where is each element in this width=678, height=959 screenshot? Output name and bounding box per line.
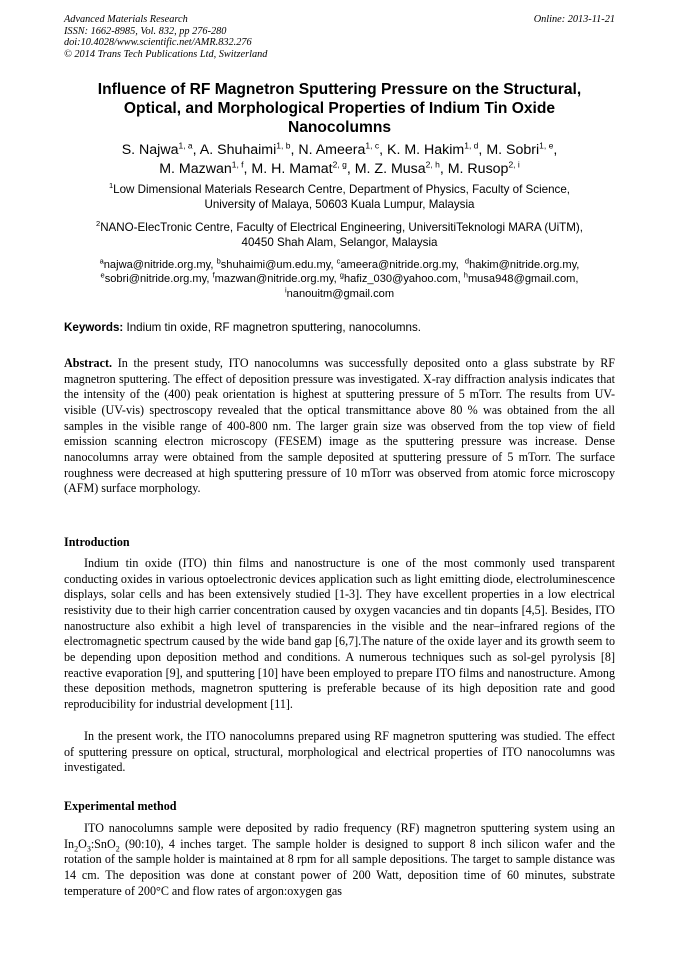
email-sep: , <box>206 273 213 286</box>
author-name: M. Z. Musa <box>354 160 426 177</box>
email-link[interactable]: mazwan@nitride.org.my <box>214 273 334 286</box>
paragraph-text: :SnO <box>90 836 116 851</box>
email-link[interactable]: ameera@nitride.org.my <box>340 259 456 271</box>
paragraph: Indium tin oxide (ITO) thin films and nanostructure is one of the most commonly used transparent conducting oxides in various optoelectronic devices application such as light emitting diode, electroluminescence displays, solar cells and has been extensively studied [1-3]. They have excellent properties in a low electrical resistivity due to their high carrier concentration caused by oxygen vacancies and tin dopants [4,5]. Besides, ITO nanostructure also exhibit a high level of transparencies in the visible and the near–infrared regions of the electromagnetic spectrum caused by the wide band gap [6,7].The nature of the oxide layer and its growth seem to be depending upon deposition method and conditions. A numerous techniques such as sol-gel pyrolysis [8] reactive evaporation [9], and sputtering [10] have been employed to prepare ITO films and nanostructure. Among these deposition methods, magnetron sputtering is preferable because of its high deposition rate and good reproducibility for industrial development [11]. <box>64 556 615 711</box>
affiliation-text: Low Dimensional Materials Research Centre, Department of Physics, Faculty of Science, <box>113 183 571 196</box>
author-line <box>64 141 615 160</box>
author-sup: 2, h <box>425 158 440 169</box>
journal-copyright: © 2014 Trans Tech Publications Ltd, Switzerland <box>64 48 268 60</box>
affiliation-line <box>64 221 615 236</box>
author-name: A. Shuhaimi <box>199 142 277 158</box>
author-sup: 1, a <box>178 140 193 151</box>
email-sep: , <box>330 259 337 271</box>
affiliation-line <box>64 183 615 198</box>
author-name: K. M. Hakim <box>386 142 465 158</box>
author-sep: , <box>553 142 558 158</box>
author-sep: , <box>346 160 355 177</box>
email-link[interactable]: hakim@nitride.org.my, <box>469 259 580 271</box>
email-sup: f <box>212 270 215 280</box>
email-link[interactable]: hafiz_030@yahoo.com <box>343 273 458 286</box>
author-name: M. Mazwan <box>159 160 232 177</box>
affiliation-text: NANO-ElecTronic Centre, Faculty of Electrical Engineering, UniversitiTeknologi MARA (UiTM), <box>100 221 583 234</box>
affiliation-sup: 1 <box>108 181 114 191</box>
email-link[interactable]: sobri@nitride.org.my <box>104 273 207 286</box>
author-list <box>64 141 615 178</box>
affiliation-text: 40450 Shah Alam, Selangor, Malaysia <box>241 235 438 249</box>
author-sep: , <box>478 142 487 158</box>
author-name: M. Rusop <box>447 160 509 177</box>
email-link[interactable]: najwa@nitride.org.my <box>103 259 211 271</box>
email-sup: b <box>216 256 221 266</box>
email-line <box>64 284 615 301</box>
paragraph-text: ITO nanocolumns sample were deposited by radio frequency (RF) magnetron sputtering system using an In <box>64 821 615 851</box>
author-sep: , <box>290 142 299 158</box>
author-line <box>64 160 615 179</box>
author-sup: 1, b <box>276 140 291 151</box>
journal-issn: ISSN: 1662-8985, Vol. 832, pp 276-280 <box>64 25 227 37</box>
author-sup: 2, g <box>332 158 347 169</box>
author-name: M. Sobri <box>486 142 540 158</box>
keywords <box>64 321 615 335</box>
affiliation-2 <box>64 221 615 251</box>
email-sup: i <box>284 284 287 294</box>
email-sep: , <box>333 273 340 286</box>
email-sep: , <box>455 259 465 271</box>
email-sup: c <box>336 256 341 266</box>
email-link[interactable]: nanouitm@gmail.com <box>286 287 395 300</box>
email-sup: e <box>100 270 105 280</box>
keywords-label: Keywords: <box>64 321 124 334</box>
affiliation-1 <box>64 183 615 213</box>
section-heading-experimental: Experimental method <box>64 799 177 813</box>
paragraph: In the present work, the ITO nanocolumns prepared using RF magnetron sputtering was studied. The effect of sputtering pressure on optical, structural, morphological and electrical properties of ITO nanocolumns was investigated. <box>64 729 615 775</box>
abstract-label: Abstract. <box>64 356 113 370</box>
author-sep: , <box>192 142 200 158</box>
author-sup: 1, e <box>539 140 554 151</box>
section-heading-introduction: Introduction <box>64 535 130 549</box>
subscript: 3 <box>86 844 91 854</box>
email-sup: a <box>99 256 104 266</box>
author-sup: 1, d <box>464 140 479 151</box>
author-sep: , <box>379 142 387 158</box>
paragraph <box>64 821 615 899</box>
author-emails <box>64 258 615 301</box>
email-line <box>64 272 615 286</box>
email-link[interactable]: musa948@gmail.com, <box>467 273 579 286</box>
paragraph-text: O <box>78 836 87 851</box>
author-sep: , <box>243 160 252 177</box>
title-line: Influence of RF Magnetron Sputtering Pressure on the Structural, <box>97 81 582 98</box>
paper-title <box>64 80 615 137</box>
author-sep: , <box>439 160 448 177</box>
email-link[interactable]: shuhaimi@um.edu.my <box>220 259 331 271</box>
abstract-text: In the present study, ITO nanocolumns was successfully deposited onto a glass substrate by RF magnetron sputtering. The effect of deposition pressure was investigated. X-ray diffraction analysis indicates that the intensity of the (400) peak orientation is highest at sputtering pressure of 5 mTorr. The results from UV-visible (UV-vis) spectroscopy revealed that the optical transmittance above 80 % was obtained from the all samples in the visible range of 400-800 nm. The larger grain size was observed from the top view of field emission scanning electron microscopy (FESEM) image as the sputtering pressure was increase. Dense nanocolumns array were obtained from the sample deposited at sputtering pressure of 5 mTorr. The surface roughness were decreased at high sputtering pressure of 10 mTorr was observed from atomic force microscopy (AFM) surface morphology. <box>64 356 615 496</box>
subscript: 2 <box>115 844 120 854</box>
email-sep: , <box>457 273 464 286</box>
journal-header <box>64 14 615 60</box>
title-line: Optical, and Morphological Properties of Indium Tin Oxide <box>123 100 556 117</box>
author-name: S. Najwa <box>121 142 179 158</box>
email-sup: h <box>463 270 468 280</box>
author-sup: 1, f <box>231 158 244 169</box>
subscript: 2 <box>74 844 79 854</box>
title-line: Nanocolumns <box>287 119 392 136</box>
journal-doi: doi:10.4028/www.scientific.net/AMR.832.276 <box>64 37 252 49</box>
author-name: N. Ameera <box>298 142 366 158</box>
email-sup: g <box>339 270 344 280</box>
online-date: Online: 2013-11-21 <box>533 14 615 25</box>
email-sup: d <box>464 256 470 266</box>
author-sup: 1, c <box>365 140 380 151</box>
journal-name: Advanced Materials Research <box>64 14 188 25</box>
abstract <box>64 356 615 497</box>
keywords-text: Indium tin oxide, RF magnetron sputtering, nanocolumns. <box>123 321 422 334</box>
affiliation-sup: 2 <box>96 219 101 229</box>
author-name: M. H. Mamat <box>251 160 333 177</box>
affiliation-text: University of Malaya, 50603 Kuala Lumpur, Malaysia <box>204 197 475 211</box>
email-sep: , <box>210 259 217 271</box>
author-sup: 2, i <box>508 158 520 169</box>
paragraph-text: (90:10), 4 inches target. The sample holder is designed to support 8 inch silicon wafer and the rotation of the sample holder is maintained at 8 rpm for all sample depositions. The target to sample distance was 14 cm. The deposition was done at constant power of 200 Watt, deposition time of 60 minutes, substrate temperature of 200°C and flow rates of argon:oxygen gas <box>64 836 615 898</box>
